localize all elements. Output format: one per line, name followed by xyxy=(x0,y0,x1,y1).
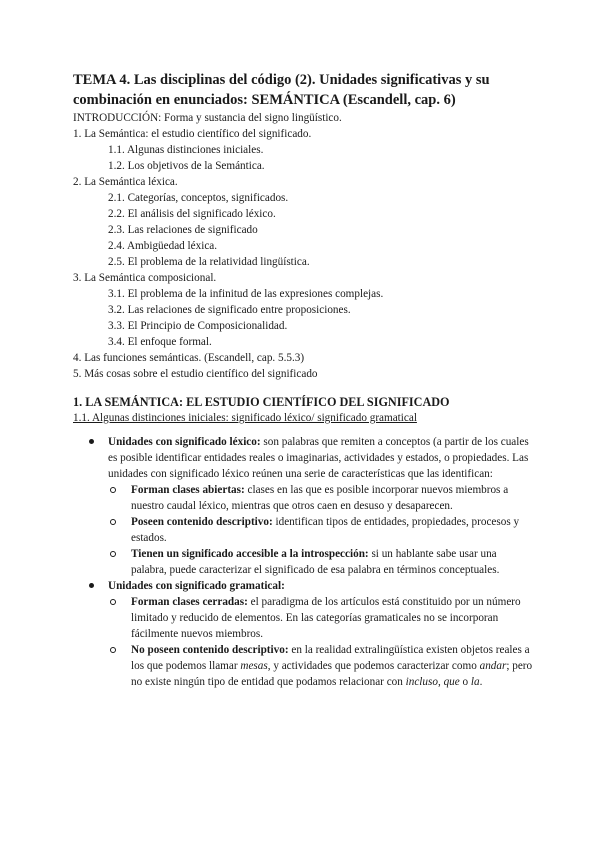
example-word: incluso xyxy=(405,676,438,688)
sub-list xyxy=(73,594,533,690)
outline-item: 1.1. Algunas distinciones iniciales. xyxy=(108,144,264,156)
sub-list-wrapper xyxy=(73,594,533,690)
outline-item: 1.2. Los objetivos de la Semántica. xyxy=(108,160,265,172)
sub-label: Poseen contenido descriptivo: xyxy=(131,516,273,528)
outline-item: 3.1. El problema de la infinitud de las expresiones complejas. xyxy=(108,288,384,300)
outline-item: 2.4. Ambigüedad léxica. xyxy=(108,240,218,252)
sub-text: el paradigma de los artículos está constituido por un número limitado y reducido de elementos. En las categorías gramaticales no se incorporan fácilmente nuevos miembros. xyxy=(131,596,521,640)
example-word: la xyxy=(470,676,480,688)
outline-item: 4. Las funciones semánticas. (Escandell, cap. 5.5.3) xyxy=(73,352,305,364)
outline-item: 2.5. El problema de la relatividad lingüística. xyxy=(108,256,310,268)
sub-label: Forman clases cerradas: xyxy=(131,596,248,608)
sub-text: en la realidad extralingüística existen objetos reales a los que podemos llamar xyxy=(131,644,530,672)
bullet-label: Unidades con significado léxico: xyxy=(108,436,261,448)
sub-text: clases en las que es posible incorporar nuevos miembros a nuestro caudal léxico, mientras que otros caen en desuso y desaparecen. xyxy=(131,484,509,512)
bullet-icon xyxy=(89,439,94,444)
circle-bullet-icon xyxy=(110,519,116,525)
outline-item: 2.2. El análisis del significado léxico. xyxy=(108,208,276,220)
bullet-text: son palabras que remiten a conceptos (a partir de los cuales es posible identificar entidades reales o imaginarias, actividades y estados, o propiedades. Las unidades con significado léxico reúnen una serie de características que las identifican: xyxy=(108,436,529,480)
circle-bullet-icon xyxy=(110,487,116,493)
sub-label: Tienen un significado accesible a la introspección: xyxy=(131,548,369,560)
sub-list-wrapper xyxy=(73,482,533,578)
sub-list xyxy=(73,482,533,578)
title-line-1: TEMA 4. Las disciplinas del código (2). Unidades significativas y su xyxy=(73,72,490,88)
outline-item: 3. La Semántica composicional. xyxy=(73,272,217,284)
list-item xyxy=(73,578,533,594)
sub-text: , y actividades que podemos caracterizar como xyxy=(267,660,480,672)
document-page xyxy=(73,70,533,690)
sub-label: No poseen contenido descriptivo: xyxy=(131,644,289,656)
section-subheading: 1.1. Algunas distinciones iniciales: significado léxico/ significado gramatical xyxy=(73,412,417,424)
sub-text: . xyxy=(479,676,483,688)
outline-item: 3.2. Las relaciones de significado entre proposiciones. xyxy=(108,304,351,316)
outline-item: 2.1. Categorías, conceptos, significados. xyxy=(108,192,289,204)
list-item xyxy=(96,642,533,690)
example-word: que xyxy=(443,676,460,688)
circle-bullet-icon xyxy=(110,551,116,557)
list-item xyxy=(96,546,533,578)
example-word: andar xyxy=(479,660,507,672)
document-title xyxy=(73,70,533,110)
outline-item: 3.4. El enfoque formal. xyxy=(108,336,212,348)
title-line-2: combinación en enunciados: SEMÁNTICA (Escandell, cap. 6) xyxy=(73,92,456,108)
list-item xyxy=(96,594,533,642)
list-item xyxy=(96,482,533,514)
sub-text: si un hablante sabe usar una palabra, puede caracterizar el significado de esa palabra en términos conceptuales. xyxy=(131,548,500,576)
bullet-label: Unidades con significado gramatical: xyxy=(108,580,285,592)
outline-item: 5. Más cosas sobre el estudio científico del significado xyxy=(73,368,318,380)
separator: o xyxy=(459,676,471,688)
sub-text: identifican tipos de entidades, propiedades, procesos y estados. xyxy=(131,516,520,544)
list-item xyxy=(73,434,533,482)
circle-bullet-icon xyxy=(110,599,116,605)
outline-item: 2.3. Las relaciones de significado xyxy=(108,224,258,236)
circle-bullet-icon xyxy=(110,647,116,653)
sub-text: ; pero no existe ningún tipo de entidad que podamos relacionar con xyxy=(131,660,533,688)
outline-item: 3.3. El Principio de Composicionalidad. xyxy=(108,320,288,332)
outline-item: 2. La Semántica léxica. xyxy=(73,176,178,188)
separator: , xyxy=(437,676,444,688)
sub-label: Forman clases abiertas: xyxy=(131,484,245,496)
outline-item: INTRODUCCIÓN: Forma y sustancia del signo lingüístico. xyxy=(73,112,342,124)
list-item xyxy=(96,514,533,546)
table-of-contents xyxy=(73,110,533,382)
bullet-list xyxy=(73,434,533,690)
section-heading: 1. LA SEMÁNTICA: EL ESTUDIO CIENTÍFICO DEL SIGNIFICADO xyxy=(73,395,450,409)
outline-item: 1. La Semántica: el estudio científico del significado. xyxy=(73,128,312,140)
bullet-icon xyxy=(89,583,94,588)
example-word: mesas xyxy=(240,660,268,672)
